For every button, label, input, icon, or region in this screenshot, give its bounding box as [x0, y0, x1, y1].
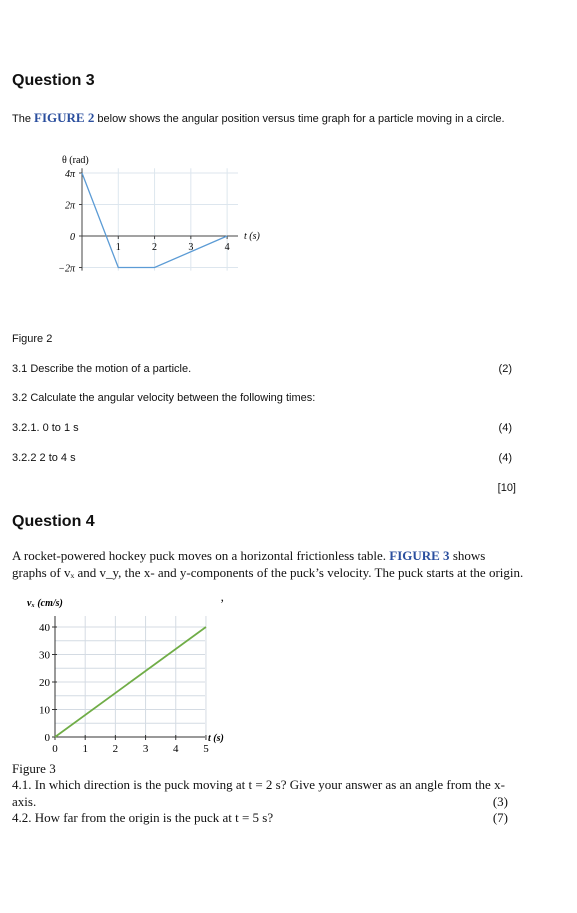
- chart2-x-axis-label: t (s): [208, 733, 224, 744]
- chart1-grid: [82, 168, 238, 270]
- figure-3-link: FIGURE 3: [389, 548, 450, 563]
- chart1-y-axis-label: θ (rad): [62, 155, 89, 166]
- chart1-x-tick-label: 4: [224, 242, 230, 253]
- q4-question-2: 4.2. How far from the origin is the puck at t = 5 s?: [12, 810, 274, 825]
- q4-intro-line-1: [12, 548, 485, 564]
- q3-intro-pre: The: [12, 113, 35, 125]
- chart2-y-tick-label: 30: [39, 649, 50, 662]
- chart1-x-tick-label: 1: [115, 242, 121, 253]
- q4-intro-line-2: graphs of vₓ and v_y, the x- and y-components of the puck’s velocity. The puck starts at the origin.: [12, 565, 524, 580]
- q3-heading: Question 3: [12, 72, 95, 89]
- chart1-y-tick-label: 2π: [64, 200, 75, 212]
- chart2-y-tick-label: 20: [39, 677, 50, 689]
- figure-2-chart: [30, 150, 280, 290]
- chart2-x-tick-label: 2: [112, 743, 119, 755]
- q3-intro-post: below shows the angular position versus time graph for a particle moving in a circle.: [94, 113, 505, 125]
- stray-mark: ʼ: [220, 596, 225, 611]
- q3-item-2: 3.2 Calculate the angular velocity between the following times:: [12, 392, 316, 404]
- chart1-x-tick-label: 2: [152, 242, 158, 253]
- chart1-y-tick-label: 4π: [64, 169, 75, 180]
- q4-question-1-cont: axis.: [12, 794, 37, 809]
- q4-heading: Question 4: [12, 513, 95, 530]
- chart2-y-axis-label: vₓ (cm/s): [27, 598, 63, 609]
- chart2-x-tick-label: 4: [173, 743, 179, 755]
- q3-intro: [12, 110, 505, 126]
- figure-2-link: FIGURE 2: [34, 110, 95, 125]
- q3-total-marks: [10]: [497, 482, 516, 494]
- chart1-x-axis-label: t (s): [244, 231, 260, 242]
- q4-question-1-marks: (3): [492, 794, 508, 809]
- q3-item-1-marks: (2): [498, 363, 512, 375]
- q3-item-3: 3.2.1. 0 to 1 s: [12, 422, 79, 434]
- chart2-x-tick-label: 5: [203, 743, 209, 755]
- chart2-y-tick-label: 10: [39, 704, 50, 717]
- figure-3-chart: [15, 592, 230, 764]
- chart2-labels: [27, 598, 224, 755]
- chart1-y-tick-label: −2π: [58, 263, 75, 275]
- chart2-x-tick-label: 1: [82, 743, 88, 755]
- q3-item-1: 3.1 Describe the motion of a particle.: [12, 363, 192, 375]
- q3-caption: Figure 2: [12, 333, 53, 345]
- chart2-grid: [55, 616, 206, 737]
- chart2-y-tick-label: 0: [44, 732, 50, 744]
- q3-item-4: 3.2.2 2 to 4 s: [12, 452, 76, 464]
- q4-intro-pre: A rocket-powered hockey puck moves on a horizontal frictionless table.: [12, 548, 390, 563]
- chart2-x-tick-label: 0: [52, 743, 58, 755]
- chart1-axes: [79, 168, 238, 270]
- q4-question-1: 4.1. In which direction is the puck moving at t = 2 s? Give your answer as an angle from the x-: [12, 777, 505, 792]
- chart1-y-tick-label: 0: [70, 232, 75, 243]
- q4-intro-post: shows: [449, 548, 486, 563]
- q3-item-3-marks: (4): [498, 422, 512, 434]
- q3-item-4-marks: (4): [498, 452, 512, 464]
- chart1-x-tick-label: 3: [188, 242, 194, 253]
- q4-caption: Figure 3: [12, 761, 56, 776]
- chart2-x-tick-label: 3: [142, 743, 149, 755]
- chart2-y-tick-label: 40: [39, 622, 50, 634]
- q4-question-2-marks: (7): [492, 810, 508, 825]
